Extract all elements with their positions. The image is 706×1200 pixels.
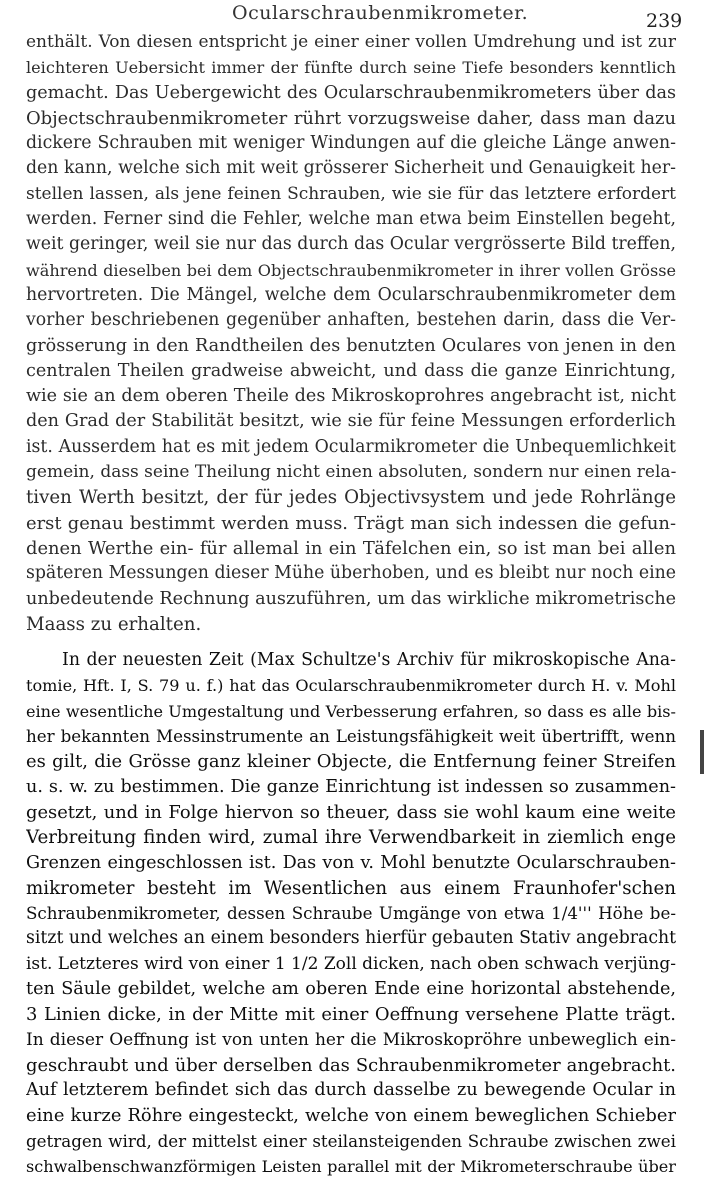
- text-line: es gilt, die Grösse ganz kleiner Objecte, die Entfernung feiner Streifen: [26, 751, 676, 773]
- text-line: Maass zu erhalten.: [26, 613, 202, 635]
- body-text: [26, 30, 676, 1179]
- text-line: Verbreitung finden wird, zumal ihre Verwendbarkeit in ziemlich enge: [26, 827, 676, 849]
- text-line: geschraubt und über derselben das Schraubenmikrometer angebracht.: [26, 1054, 676, 1076]
- text-line: den kann, welche sich mit weit grösserer Sicherheit und Genauigkeit her-: [26, 158, 676, 179]
- text-line: In der neuesten Zeit (Max Schultze's Archiv für mikroskopische Ana-: [62, 650, 676, 671]
- text-line: stellen lassen, als jene feinen Schrauben, wie sie für das letztere erfordert: [26, 183, 676, 204]
- text-line: ist. Ausserdem hat es mit jedem Ocularmikrometer die Unbequemlichkeit: [26, 436, 676, 457]
- text-line: unbedeutende Rechnung auszuführen, um das wirkliche mikrometrische: [26, 588, 676, 609]
- text-line: eine kurze Röhre eingesteckt, welche von einem beweglichen Schieber: [26, 1105, 676, 1127]
- text-line: tiven Werth besitzt, der für jedes Objectivsystem und jede Rohrlänge: [26, 487, 676, 509]
- text-line: sitzt und welches an einem besonders hierfür gebauten Stativ angebracht: [26, 928, 676, 949]
- text-line: grösserung in den Randtheilen des benutzten Oculares von jenen in den: [26, 335, 676, 356]
- text-line: dickere Schrauben mit weniger Windungen auf die gleiche Länge anwen-: [26, 133, 676, 154]
- text-line: her bekannten Messinstrumente an Leistungsfähigkeit weit übertrifft, wenn: [26, 726, 676, 747]
- running-head: [0, 2, 706, 32]
- text-line: centralen Theilen gradweise abweicht, und dass die ganze Einrichtung,: [26, 360, 676, 381]
- text-line: 3 Linien dicke, in der Mitte mit einer Oeffnung versehene Platte trägt.: [26, 1004, 676, 1026]
- text-line: Auf letzterem befindet sich das durch dasselbe zu bewegende Ocular in: [26, 1080, 676, 1101]
- text-line: erst genau bestimmt werden muss. Trägt man sich indessen die gefun-: [26, 512, 676, 534]
- text-line: enthält. Von diesen entspricht je einer einer vollen Umdrehung und ist zur: [26, 32, 676, 52]
- text-line: u. s. w. zu bestimmen. Die ganze Einrichtung ist indessen so zusammen-: [26, 776, 676, 797]
- text-line: mikrometer besteht im Wesentlichen aus einem Fraunhofer'schen: [26, 877, 676, 899]
- paragraph-1: [26, 30, 676, 637]
- text-line: schwalbenschwanzförmigen Leisten parallel mit der Mikrometerschraube über: [26, 1157, 676, 1177]
- text-line: Schraubenmikrometer, dessen Schraube Umgänge von etwa 1/4''' Höhe be-: [26, 903, 676, 924]
- text-line: vorher beschriebenen gegenüber anhaften, bestehen darin, dass die Ver-: [26, 310, 676, 331]
- text-line: ten Säule gebildet, welche am oberen Ende eine horizontal abstehende,: [26, 978, 676, 999]
- text-line: während dieselben bei dem Objectschraubenmikrometer in ihrer vollen Grösse: [26, 260, 676, 280]
- text-line: weit geringer, weil sie nur das durch das Ocular vergrösserte Bild treffen,: [26, 234, 676, 255]
- paragraph-2: [26, 648, 676, 1179]
- text-line: gemein, dass seine Theilung nicht einen absoluten, sondern nur einen rela-: [26, 462, 676, 483]
- text-line: Grenzen eingeschlossen ist. Das von v. Mohl benutzte Ocularschrauben-: [26, 852, 676, 873]
- text-line: gesetzt, und in Folge hiervon so theuer, dass sie wohl kaum eine weite: [26, 801, 676, 823]
- text-line: eine wesentliche Umgestaltung und Verbesserung erfahren, so dass es alle bis-: [26, 701, 676, 721]
- text-line: Objectschraubenmikrometer rührt vorzugsweise daher, dass man dazu: [26, 107, 676, 129]
- text-line: hervortreten. Die Mängel, welche dem Ocularschraubenmikrometer dem: [26, 284, 676, 305]
- text-line: getragen wird, der mittelst einer steilansteigenden Schraube zwischen zwei: [26, 1130, 676, 1151]
- text-line: leichteren Uebersicht immer der fünfte durch seine Tiefe besonders kenntlich: [26, 58, 676, 78]
- text-line: denen Werthe ein- für allemal in ein Täfelchen ein, so ist man bei allen: [26, 537, 676, 559]
- text-line: In dieser Oeffnung ist von unten her die Mikroskopröhre unbeweglich ein-: [26, 1029, 676, 1050]
- text-line: den Grad der Stabilität besitzt, wie sie für feine Messungen erforderlich: [26, 411, 676, 432]
- page-number: 239: [646, 10, 683, 32]
- text-line: späteren Messungen dieser Mühe überhoben, und es bleibt nur noch eine: [26, 563, 676, 584]
- running-title: Ocularschraubenmikrometer.: [232, 2, 529, 24]
- text-line: ist. Letzteres wird von einer 1 1/2 Zoll dicken, nach oben schwach verjüng-: [26, 953, 676, 974]
- text-line: werden. Ferner sind die Fehler, welche man etwa beim Einstellen begeht,: [26, 209, 676, 230]
- text-line: gemacht. Das Uebergewicht des Ocularschraubenmikrometers über das: [26, 82, 676, 103]
- text-line: wie sie an dem oberen Theile des Mikroskoprohres angebracht ist, nicht: [26, 386, 676, 407]
- text-line: tomie, Hft. I, S. 79 u. f.) hat das Ocularschraubenmikrometer durch H. v. Mohl: [26, 676, 676, 696]
- scan-edge-mark: [700, 730, 704, 774]
